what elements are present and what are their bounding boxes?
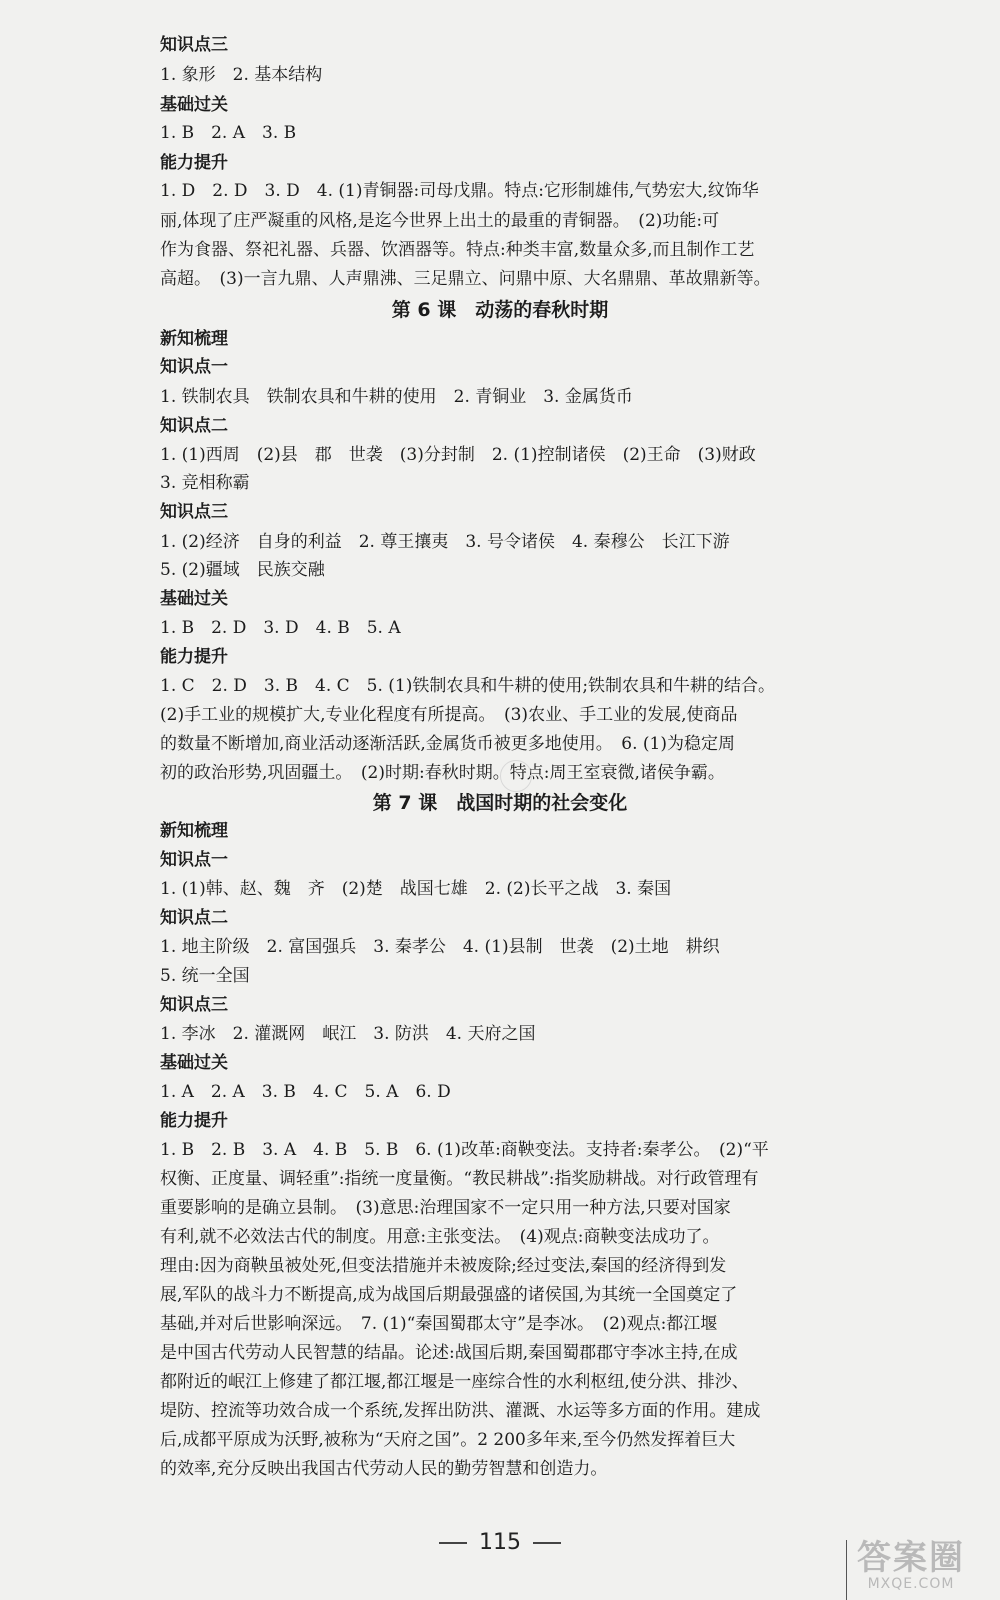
answer-line: 1. (2)经济 自身的利益 2. 尊王攘夷 3. 号令诸侯 4. 秦穆公 长江下游 bbox=[160, 532, 730, 552]
lesson-6-title: 第 6 课 动荡的春秋时期 bbox=[391, 299, 609, 321]
answer-line: 都附近的岷江上修建了都江堰,都江堰是一座综合性的水利枢纽,使分洪、排沙、 bbox=[160, 1372, 749, 1392]
answer-line: 1. B 2. D 3. D 4. B 5. A bbox=[160, 618, 401, 638]
page-number-dash-right bbox=[533, 1542, 561, 1544]
answer-line: 基础,并对后世影响深远。 7. (1)“秦国蜀郡太守”是李冰。 (2)观点:都江堰 bbox=[160, 1314, 718, 1334]
answer-line: 1. D 2. D 3. D 4. (1)青铜器:司母戊鼎。特点:它形制雄伟,气势宏大,纹饰华 bbox=[160, 181, 759, 201]
answer-line: 理由:因为商鞅虽被处死,但变法措施并未被废除;经过变法,秦国的经济得到发 bbox=[160, 1256, 727, 1276]
answer-line: 后,成都平原成为沃野,被称为“天府之国”。2 200多年来,至今仍然发挥着巨大 bbox=[160, 1430, 736, 1450]
answer-line: 权衡、正度量、调轻重”:指统一度量衡。“教民耕战”:指奖励耕战。对行政管理有 bbox=[160, 1169, 759, 1189]
answer-line: 1. (1)韩、赵、魏 齐 (2)楚 战国七雄 2. (2)长平之战 3. 秦国 bbox=[160, 879, 672, 899]
answer-line: 初的政治形势,巩固疆土。 (2)时期:春秋时期。特点:周王室衰微,诸侯争霸。 bbox=[160, 763, 725, 783]
answer-line: 1. A 2. A 3. B 4. C 5. A 6. D bbox=[160, 1082, 451, 1102]
answer-line: 有利,就不必效法古代的制度。用意:主张变法。 (4)观点:商鞅变法成功了。 bbox=[160, 1227, 720, 1247]
page-number-dash-left bbox=[439, 1542, 467, 1544]
answer-line: 作为食器、祭祀礼器、兵器、饮酒器等。特点:种类丰富,数量众多,而且制作工艺 bbox=[160, 240, 755, 260]
answer-line: 5. (2)疆域 民族交融 bbox=[160, 560, 325, 580]
answer-line: 1. B 2. A 3. B bbox=[160, 123, 297, 143]
faint-stamp-mark bbox=[500, 760, 532, 792]
section-heading: 知识点三 bbox=[160, 35, 228, 55]
section-heading: 能力提升 bbox=[160, 153, 228, 173]
answer-line: 1. 铁制农具 铁制农具和牛耕的使用 2. 青铜业 3. 金属货币 bbox=[160, 387, 633, 407]
answer-line: 是中国古代劳动人民智慧的结晶。论述:战国后期,秦国蜀郡郡守李冰主持,在成 bbox=[160, 1343, 738, 1363]
watermark-url: MXQE.COM bbox=[867, 1576, 955, 1592]
section-heading: 知识点一 bbox=[160, 357, 228, 377]
answer-line: (2)手工业的规模扩大,专业化程度有所提高。 (3)农业、手工业的发展,使商品 bbox=[160, 705, 738, 725]
section-heading: 知识点三 bbox=[160, 502, 228, 522]
answer-line: 堤防、控流等功效合成一个系统,发挥出防洪、灌溉、水运等多方面的作用。建成 bbox=[160, 1401, 761, 1421]
answer-line: 1. (1)西周 (2)县 郡 世袭 (3)分封制 2. (1)控制诸侯 (2)王命 (3)财政 bbox=[160, 445, 756, 465]
section-heading: 知识点一 bbox=[160, 850, 228, 870]
answer-line: 高超。 (3)一言九鼎、人声鼎沸、三足鼎立、问鼎中原、大名鼎鼎、革故鼎新等。 bbox=[160, 269, 771, 289]
answer-line: 1. 地主阶级 2. 富国强兵 3. 秦孝公 4. (1)县制 世袭 (2)土地 耕织 bbox=[160, 937, 720, 957]
section-heading: 基础过关 bbox=[160, 589, 228, 609]
answer-line: 的数量不断增加,商业活动逐渐活跃,金属货币被更多地使用。 6. (1)为稳定周 bbox=[160, 734, 736, 754]
answer-line: 1. C 2. D 3. B 4. C 5. (1)铁制农具和牛耕的使用;铁制农具和牛耕的结合。 bbox=[160, 676, 776, 696]
section-heading: 新知梳理 bbox=[160, 329, 228, 349]
section-heading: 基础过关 bbox=[160, 1053, 228, 1073]
watermark-logo-text: 答案圈 bbox=[857, 1538, 965, 1578]
section-heading: 知识点三 bbox=[160, 995, 228, 1015]
section-heading: 新知梳理 bbox=[160, 821, 228, 841]
answer-line: 1. 象形 2. 基本结构 bbox=[160, 65, 323, 85]
section-heading: 基础过关 bbox=[160, 95, 228, 115]
answer-line: 丽,体现了庄严凝重的风格,是迄今世界上出土的最重的青铜器。 (2)功能:可 bbox=[160, 211, 720, 231]
answer-line: 1. 李冰 2. 灌溉网 岷江 3. 防洪 4. 天府之国 bbox=[160, 1024, 536, 1044]
answer-line: 3. 竞相称霸 bbox=[160, 473, 250, 493]
watermark-logo bbox=[836, 1540, 986, 1600]
section-heading: 知识点二 bbox=[160, 908, 228, 928]
section-heading: 能力提升 bbox=[160, 647, 228, 667]
answer-line: 展,军队的战斗力不断提高,成为战国后期最强盛的诸侯国,为其统一全国奠定了 bbox=[160, 1285, 738, 1305]
answer-line: 重要影响的是确立县制。 (3)意思:治理国家不一定只用一种方法,只要对国家 bbox=[160, 1198, 731, 1218]
section-heading: 知识点二 bbox=[160, 416, 228, 436]
answer-line: 5. 统一全国 bbox=[160, 966, 250, 986]
answer-line: 的效率,充分反映出我国古代劳动人民的勤劳智慧和创造力。 bbox=[160, 1459, 608, 1479]
section-heading: 能力提升 bbox=[160, 1111, 228, 1131]
answer-line: 1. B 2. B 3. A 4. B 5. B 6. (1)改革:商鞅变法。支持者:秦孝公。 (2)“平 bbox=[160, 1140, 769, 1160]
page-number-value: 115 bbox=[479, 1530, 521, 1555]
lesson-7-title: 第 7 课 战国时期的社会变化 bbox=[372, 792, 628, 814]
